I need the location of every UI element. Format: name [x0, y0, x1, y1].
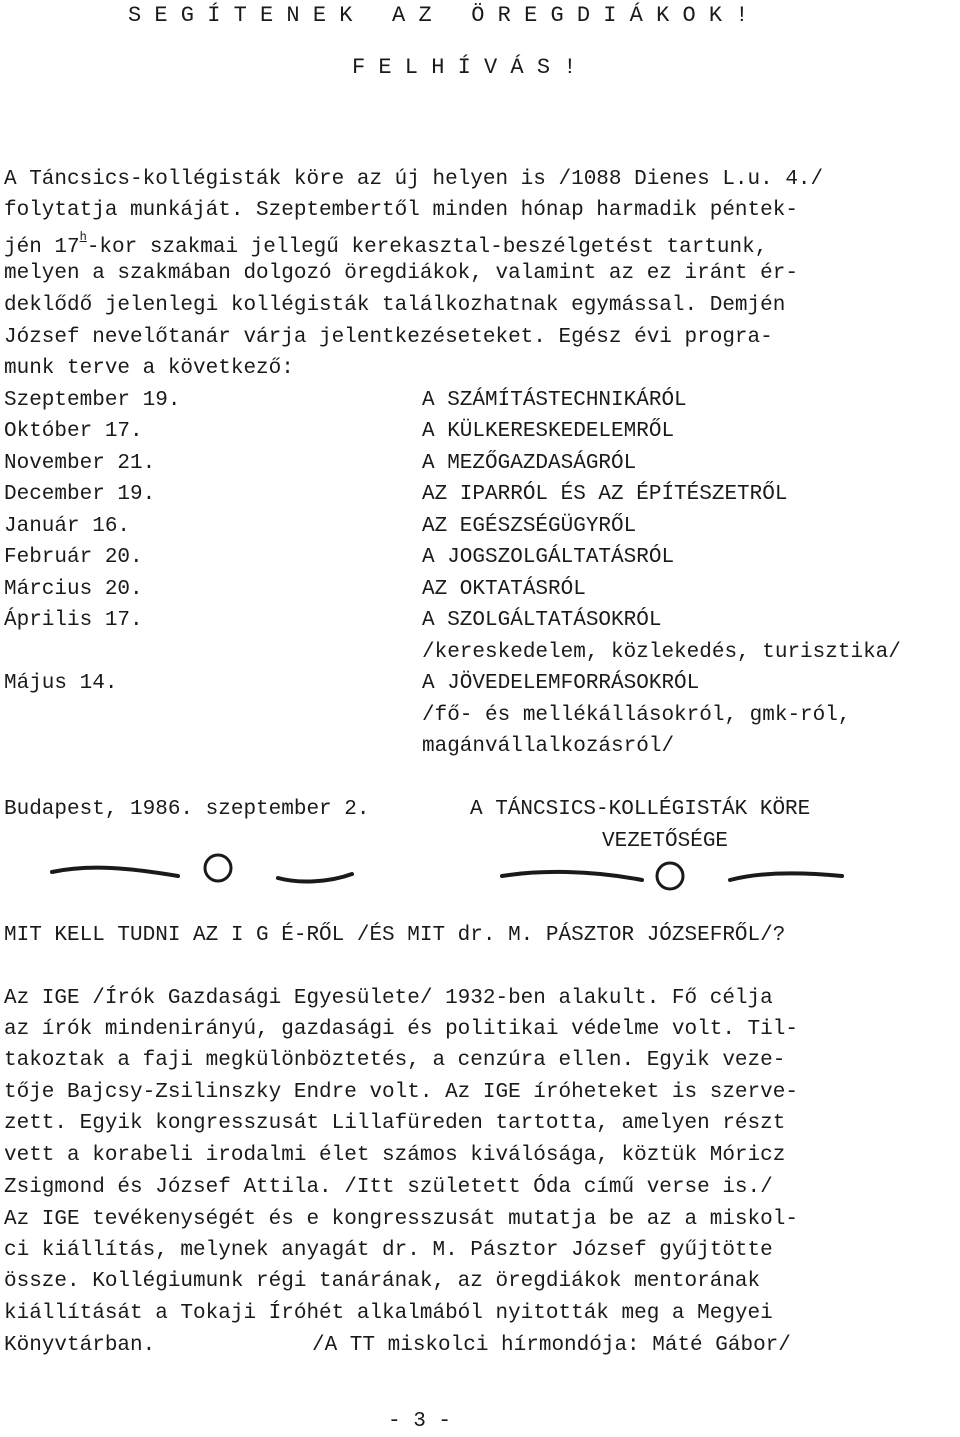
article-line: ci kiállítás, melynek anyagát dr. M. Pásztor József gyűjtötte: [4, 1239, 773, 1262]
article-line: Az IGE /Írók Gazdasági Egyesülete/ 1932-ben alakult. Fő célja: [4, 987, 773, 1010]
article-last-line: Könyvtárban.: [4, 1334, 156, 1357]
article-line: Zsigmond és József Attila. /Itt született Óda című verse is./: [4, 1176, 773, 1199]
swash-mid: [278, 874, 352, 881]
schedule-date: Január 16.: [4, 515, 131, 538]
organization-name: A TÁNCSICS-KOLLÉGISTÁK KÖRE: [470, 798, 811, 821]
article-line: össze. Kollégiumunk régi tanárának, az öregdiákok mentorának: [4, 1270, 761, 1293]
header-subtitle: F E L H Í V Á S !: [352, 55, 577, 80]
schedule-note: /kereskedelem, közlekedés, turisztika/: [422, 641, 901, 664]
intro-text: -kor szakmai jellegű kerekasztal-beszélgetést tartunk,: [86, 236, 768, 259]
article-line: vett a korabeli irodalmi élet számos kiválósága, köztük Móricz: [4, 1144, 786, 1167]
article-line: az írók mindenirányú, gazdasági és politikai védelme volt. Til-: [4, 1018, 798, 1041]
place-date: Budapest, 1986. szeptember 2.: [4, 798, 370, 821]
superscript-h: h: [79, 230, 87, 244]
schedule-topic: AZ EGÉSZSÉGÜGYRŐL: [422, 515, 637, 538]
circle-left: [205, 855, 231, 881]
schedule-topic: A JÖVEDELEMFORRÁSOKRÓL: [422, 672, 700, 695]
schedule-date: Április 17.: [4, 609, 143, 632]
intro-line: A Táncsics-kollégisták köre az új helyen is /1088 Dienes L.u. 4./: [4, 168, 824, 191]
intro-line: József nevelőtanár várja jelentkezéseteket. Egész évi progra-: [4, 326, 773, 349]
schedule-date: December 19.: [4, 483, 156, 506]
intro-line: melyen a szakmában dolgozó öregdiákok, valamint az ez iránt ér-: [4, 262, 798, 285]
swash-right-b: [730, 873, 842, 880]
article-title: MIT KELL TUDNI AZ I G É-RŐL /ÉS MIT dr. M. PÁSZTOR JÓZSEFRŐL/?: [4, 924, 786, 947]
schedule-date: November 21.: [4, 452, 156, 475]
schedule-date: Február 20.: [4, 546, 143, 569]
intro-line: munk terve a következő:: [4, 357, 294, 380]
schedule-date: Március 20.: [4, 578, 143, 601]
decorative-ornament: [0, 840, 960, 900]
circle-right: [657, 863, 683, 889]
schedule-topic: A JOGSZOLGÁLTATÁSRÓL: [422, 546, 675, 569]
schedule-date: Május 14.: [4, 672, 118, 695]
schedule-topic: A SZÁMÍTÁSTECHNIKÁRÓL: [422, 389, 687, 412]
schedule-topic: AZ IPARRÓL ÉS AZ ÉPÍTÉSZETRŐL: [422, 483, 788, 506]
schedule-topic: A SZOLGÁLTATÁSOKRÓL: [422, 609, 662, 632]
article-line: takoztak a faji megkülönböztetés, a cenzúra ellen. Egyik veze-: [4, 1049, 786, 1072]
intro-line: deklődő jelenlegi kollégisták találkozhatnak egymással. Demjén: [4, 294, 786, 317]
intro-line: folytatja munkáját. Szeptembertől minden hónap harmadik péntek-: [4, 199, 798, 222]
article-source: /A TT miskolci hírmondója: Máté Gábor/: [312, 1334, 791, 1357]
schedule-note: /fő- és mellékállásokról, gmk-ról,: [422, 704, 851, 727]
article-line: Az IGE tevékenységét és e kongresszusát mutatja be az a miskol-: [4, 1208, 798, 1231]
schedule-topic: A KÜLKERESKEDELEMRŐL: [422, 420, 675, 443]
schedule-note: magánvállalkozásról/: [422, 735, 675, 758]
article-line: kiállítását a Tokaji Íróhét alkalmából nyitották meg a Megyei: [4, 1302, 773, 1325]
article-line: tője Bajcsy-Zsilinszky Endre volt. Az IGE íróheteket is szerve-: [4, 1081, 798, 1104]
page-number: - 3 -: [388, 1410, 452, 1433]
schedule-date: Szeptember 19.: [4, 389, 181, 412]
schedule-date: Október 17.: [4, 420, 143, 443]
organization-subtitle: VEZETŐSÉGE: [602, 830, 729, 848]
intro-text: jén 17: [4, 236, 80, 259]
schedule-topic: AZ OKTATÁSRÓL: [422, 578, 586, 601]
header-title: S E G Í T E N E K A Z Ö R E G D I Á K O K !: [128, 3, 749, 28]
article-line: zett. Egyik kongresszusát Lillafüreden tartotta, amelyen részt: [4, 1112, 786, 1135]
swash-right-a: [502, 872, 642, 880]
swash-left: [52, 868, 178, 876]
schedule-topic: A MEZŐGAZDASÁGRÓL: [422, 452, 637, 475]
